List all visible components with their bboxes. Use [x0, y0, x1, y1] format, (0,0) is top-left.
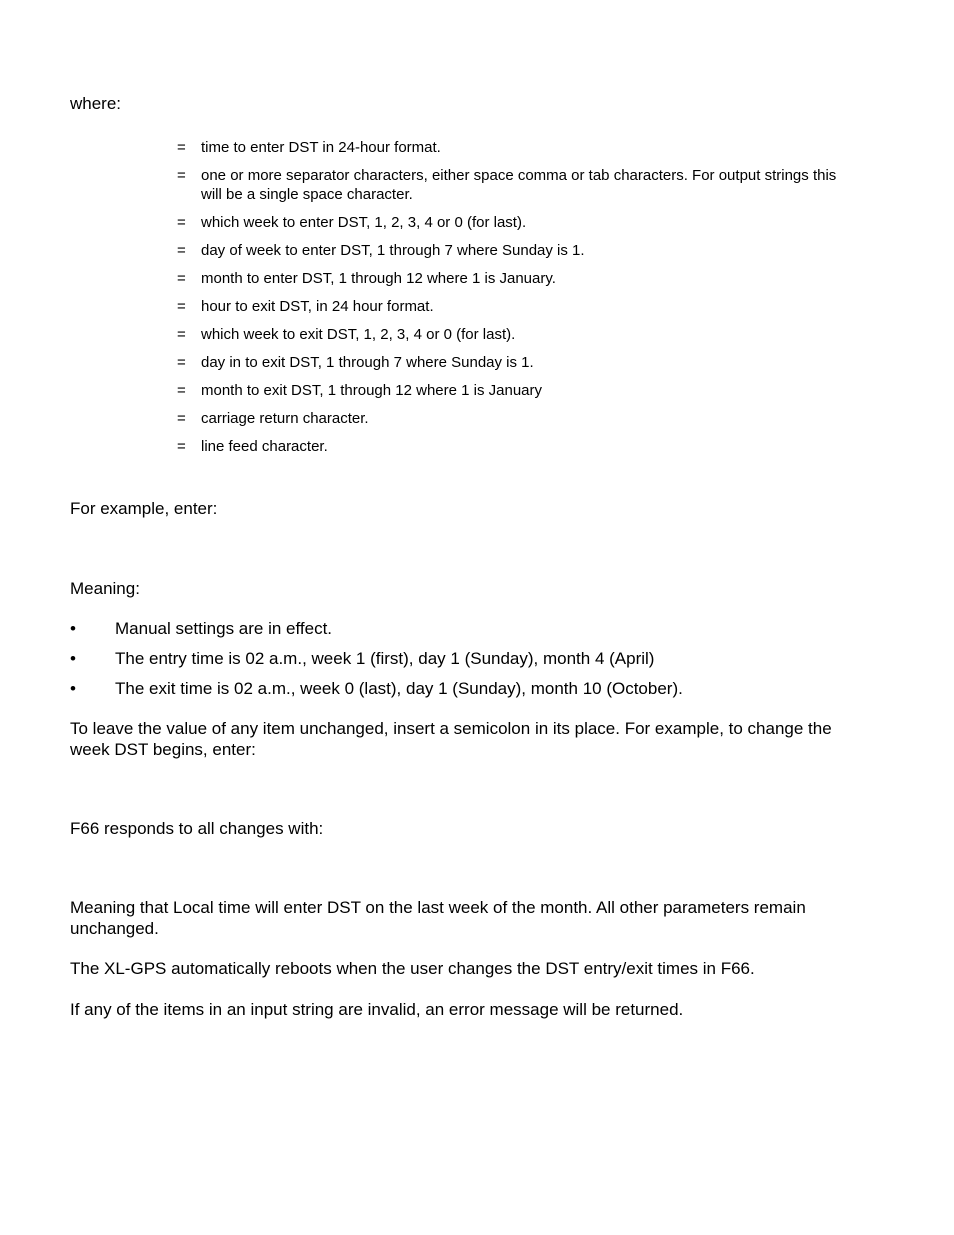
definition-text: month to exit DST, 1 through 12 where 1 is January — [201, 382, 543, 399]
responds-paragraph: F66 responds to all changes with: — [70, 819, 324, 838]
equals-sign: = — [177, 270, 186, 287]
where-label: where: — [70, 94, 122, 113]
equals-sign: = — [177, 242, 186, 259]
definition-text: carriage return character. — [201, 410, 369, 427]
bullet-icon: • — [70, 619, 76, 638]
meaning-label: Meaning: — [70, 579, 140, 598]
equals-sign: = — [177, 354, 186, 371]
bullet-text: The entry time is 02 a.m., week 1 (first), day 1 (Sunday), month 4 (April) — [115, 649, 655, 668]
equals-sign: = — [177, 298, 186, 315]
equals-sign: = — [177, 167, 186, 184]
definition-text: which week to enter DST, 1, 2, 3, 4 or 0 (for last). — [201, 214, 527, 231]
equals-sign: = — [177, 438, 186, 455]
equals-sign: = — [177, 410, 186, 427]
definition-text: day in to exit DST, 1 through 7 where Sunday is 1. — [201, 354, 534, 371]
bullet-icon: • — [70, 649, 76, 668]
definition-text: hour to exit DST, in 24 hour format. — [201, 298, 434, 315]
invalid-note-paragraph: If any of the items in an input string are invalid, an error message will be returned. — [70, 1000, 684, 1019]
definition-text: month to enter DST, 1 through 12 where 1 is January. — [201, 270, 556, 287]
definition-text: time to enter DST in 24-hour format. — [201, 139, 441, 156]
equals-sign: = — [177, 326, 186, 343]
equals-sign: = — [177, 214, 186, 231]
meaning-result-paragraph: Meaning that Local time will enter DST on the last week of the month. All other parameters remain unchanged. — [70, 898, 806, 938]
bullet-text: The exit time is 02 a.m., week 0 (last), day 1 (Sunday), month 10 (October). — [115, 679, 683, 698]
equals-sign: = — [177, 139, 186, 156]
definition-text: line feed character. — [201, 438, 328, 455]
bullet-text: Manual settings are in effect. — [115, 619, 333, 638]
definition-text: which week to exit DST, 1, 2, 3, 4 or 0 (for last). — [201, 326, 516, 343]
for-example-label: For example, enter: — [70, 499, 218, 518]
definition-text: day of week to enter DST, 1 through 7 where Sunday is 1. — [201, 242, 585, 259]
reboot-note-paragraph: The XL-GPS automatically reboots when the user changes the DST entry/exit times in F66. — [70, 959, 755, 978]
bullet-icon: • — [70, 679, 76, 698]
leave-unchanged-paragraph: To leave the value of any item unchanged, insert a semicolon in its place. For example, to change the week DST begins, enter: — [70, 719, 832, 759]
equals-sign: = — [177, 382, 186, 399]
definition-text: one or more separator characters, either space comma or tab characters. For output strings this will be a single space character. — [201, 167, 837, 203]
